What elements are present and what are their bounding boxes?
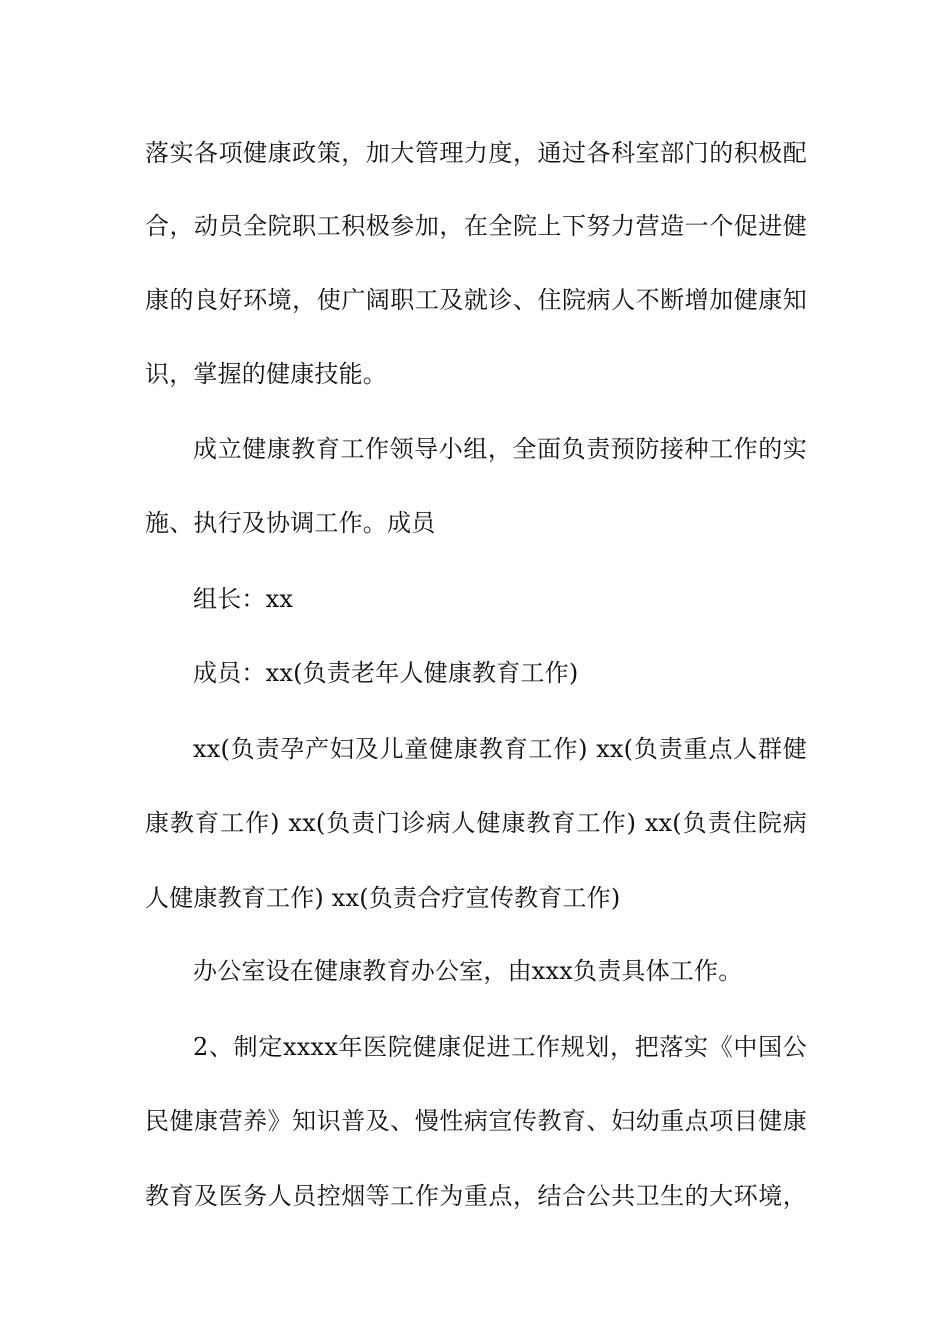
paragraph-line: 识，掌握的健康技能。: [145, 360, 387, 388]
paragraph-line: 民健康营养》知识普及、慢性病宣传教育、妇幼重点项目健康: [145, 1107, 807, 1135]
paragraph-line: 2、制定xxxx年医院健康促进工作规划，把落实《中国公: [193, 1033, 807, 1061]
paragraph-line: 人健康教育工作) xx(负责合疗宣传教育工作): [145, 884, 621, 912]
paragraph-line: 康教育工作) xx(负责门诊病人健康教育工作) xx(负责住院病: [145, 809, 807, 837]
paragraph-line: xx(负责孕产妇及儿童健康教育工作) xx(负责重点人群健: [193, 735, 807, 763]
paragraph-line: 施、执行及协调工作。成员: [145, 509, 436, 537]
paragraph-line: 落实各项健康政策，加大管理力度，通过各科室部门的积极配: [145, 139, 807, 167]
paragraph-line: 合，动员全院职工积极参加，在全院上下努力营造一个促进健: [145, 212, 807, 240]
paragraph-line: 教育及医务人员控烟等工作为重点，结合公共卫生的大环境，: [145, 1182, 807, 1210]
paragraph-line: 办公室设在健康教育办公室，由xxx负责具体工作。: [193, 957, 743, 985]
members-line: 成员：xx(负责老年人健康教育工作): [193, 659, 579, 687]
paragraph-line: 康的良好环境，使广阔职工及就诊、住院病人不断增加健康知: [145, 286, 807, 314]
leader-line: 组长：xx: [193, 585, 294, 613]
paragraph-line: 成立健康教育工作领导小组，全面负责预防接种工作的实: [193, 435, 807, 463]
